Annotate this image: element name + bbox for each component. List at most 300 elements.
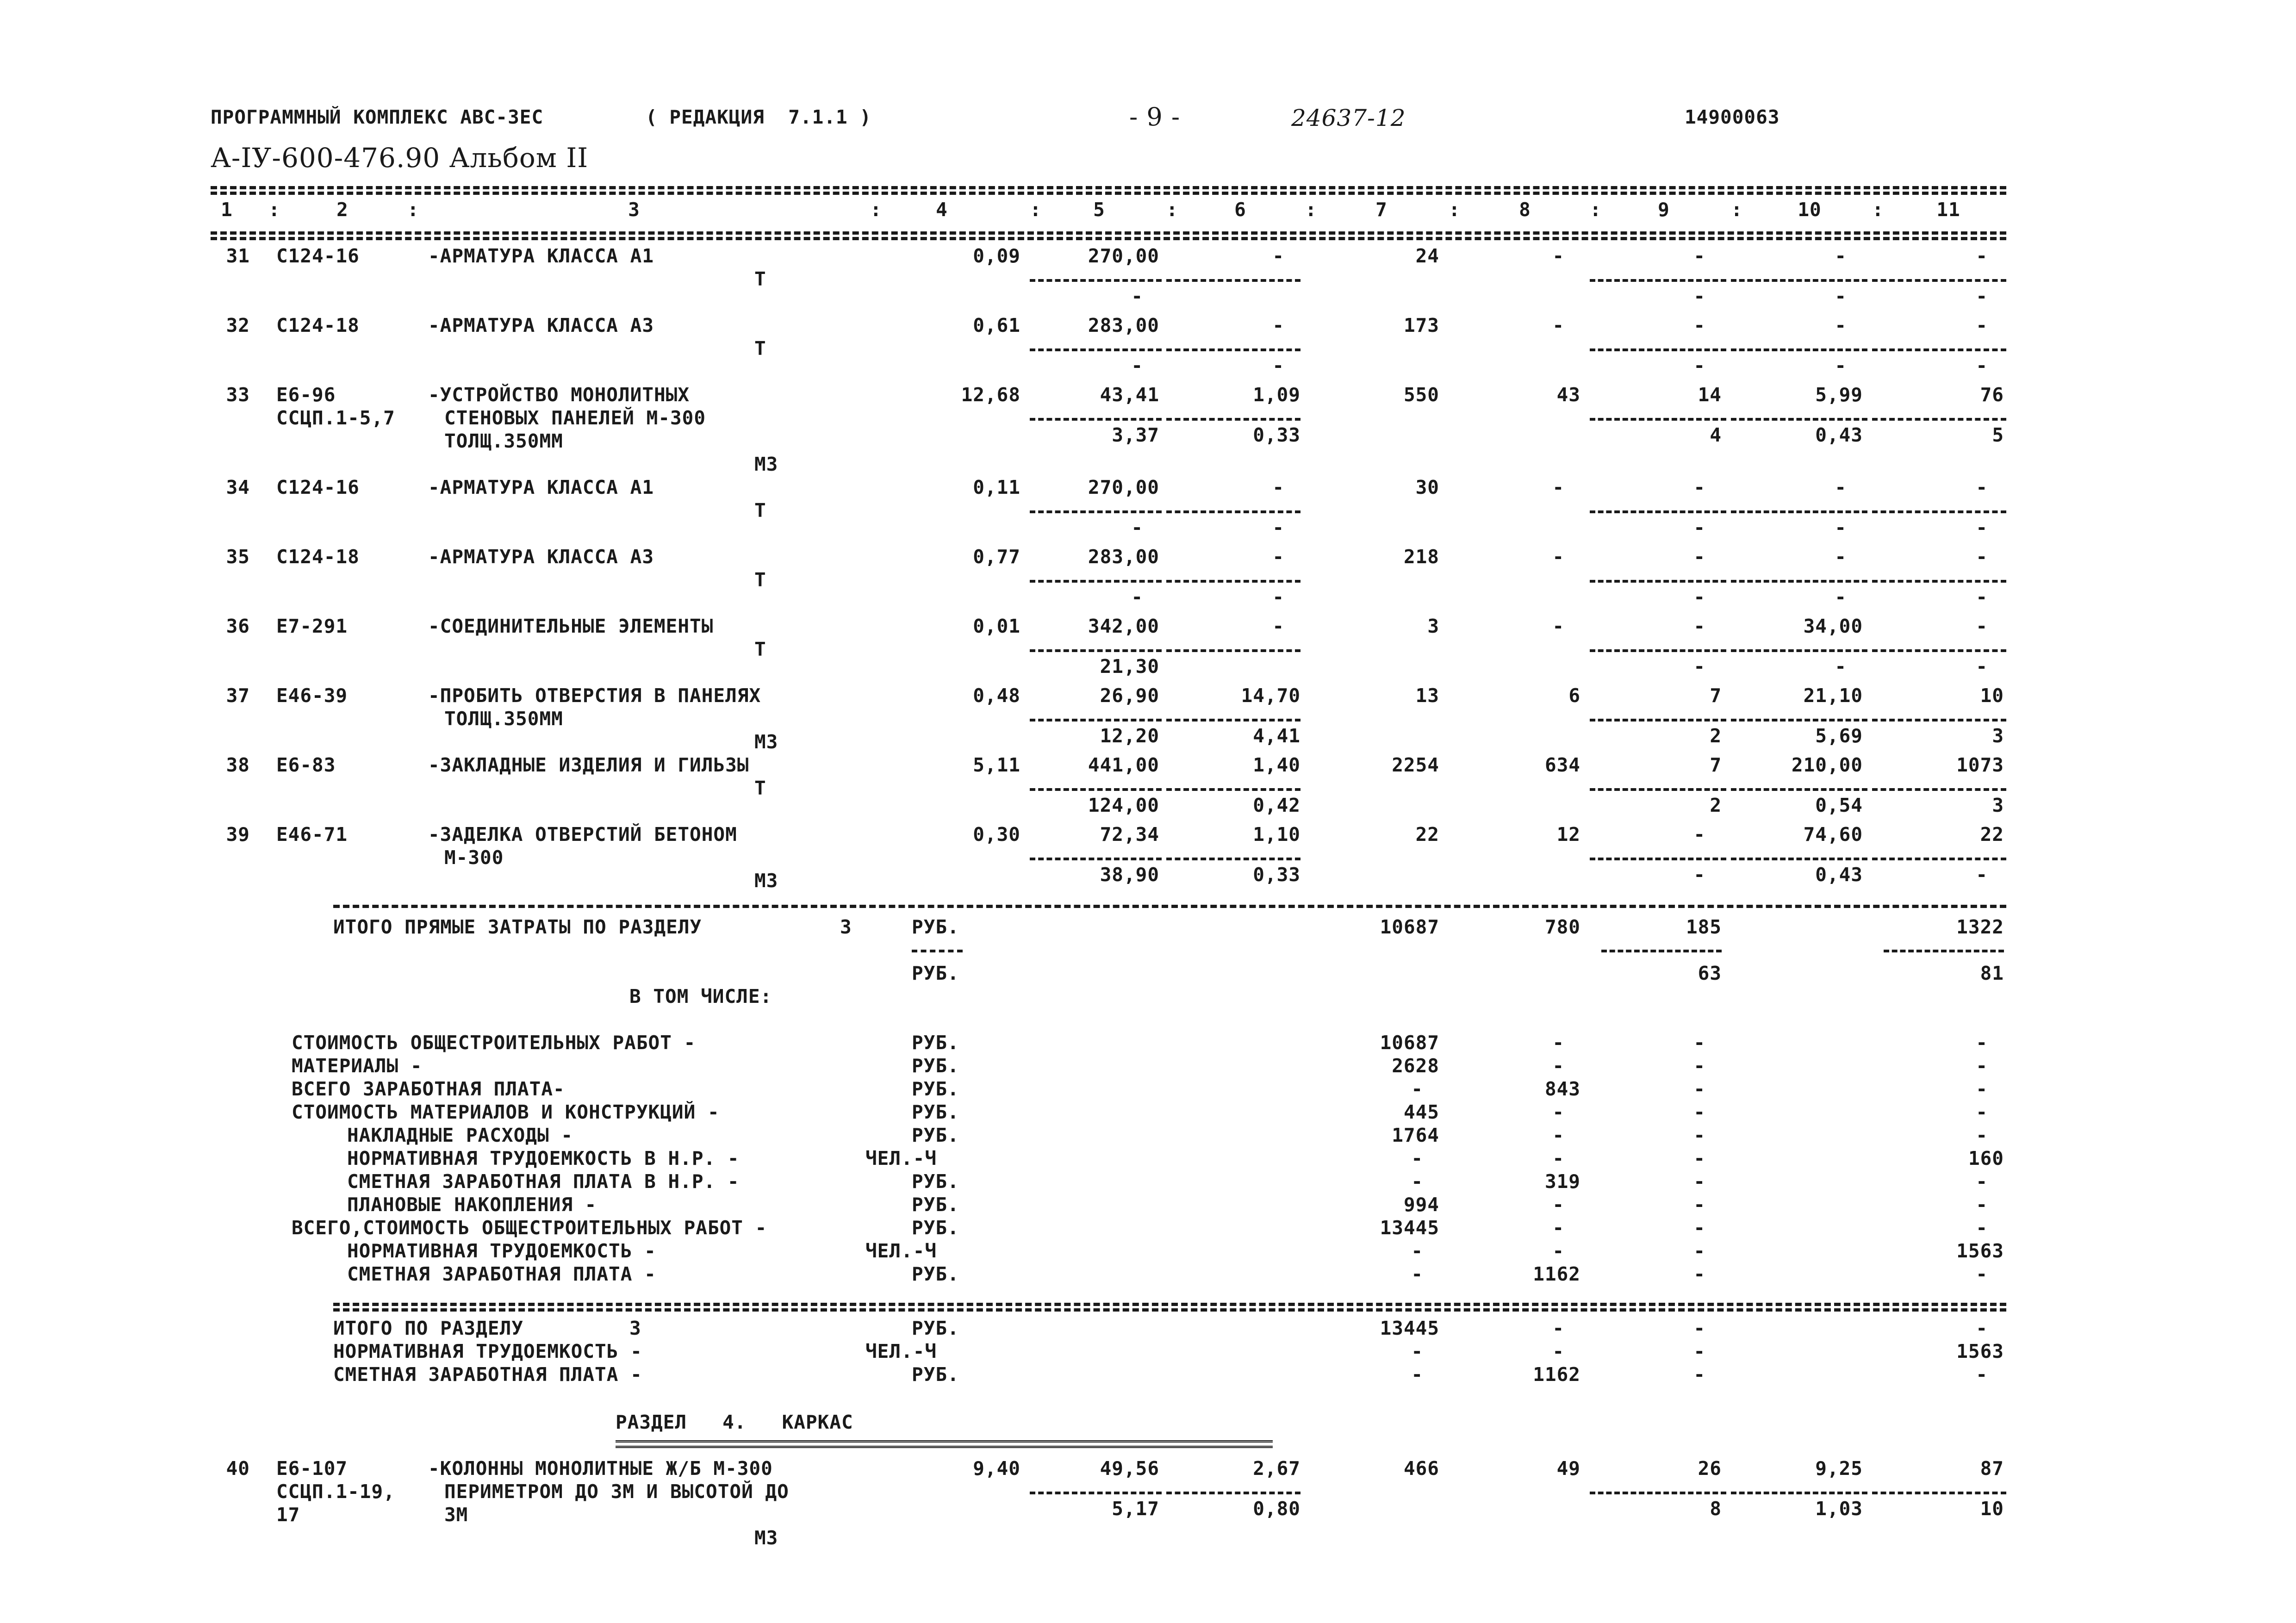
header-rule-bottom-2 bbox=[211, 237, 2006, 240]
work-description-cont: ТОЛЩ.350ММ bbox=[444, 430, 563, 452]
section-total-c9: - bbox=[1693, 1340, 1705, 1362]
column-separator: : bbox=[1731, 199, 1743, 221]
summary-label: СМЕТНАЯ ЗАРАБОТНАЯ ПЛАТА В Н.Р. - bbox=[347, 1170, 740, 1193]
cell-divider bbox=[1030, 719, 1162, 721]
summary-label: СТОИМОСТЬ ОБЩЕСТРОИТЕЛЬНЫХ РАБОТ - bbox=[292, 1032, 696, 1054]
section-rule bbox=[333, 1303, 2006, 1306]
cell-c5b: - bbox=[1131, 285, 1143, 307]
cell-c5: 283,00 bbox=[1088, 546, 1159, 568]
cell-c8: 634 bbox=[1544, 754, 1580, 776]
cell-c5b: 124,00 bbox=[1088, 794, 1159, 816]
summary-c9: - bbox=[1693, 1078, 1705, 1100]
cell-divider bbox=[1166, 788, 1300, 791]
norm-code: Е6-83 bbox=[276, 754, 336, 776]
cell-c10b: 5,69 bbox=[1815, 725, 1863, 747]
summary-c9: - bbox=[1693, 1032, 1705, 1054]
work-description: -АРМАТУРА КЛАССА А3 bbox=[428, 546, 654, 568]
cell-divider bbox=[1731, 788, 1867, 791]
cell-divider bbox=[1166, 858, 1300, 860]
section-total-c11: 1563 bbox=[1956, 1340, 2004, 1362]
summary-unit: РУБ. bbox=[912, 1078, 959, 1100]
cell-c10: - bbox=[1835, 546, 1847, 568]
summary-c7: 994 bbox=[1403, 1194, 1439, 1216]
summary-c11: 1563 bbox=[1956, 1240, 2004, 1262]
cell-c6: - bbox=[1272, 615, 1284, 637]
cell-c6: - bbox=[1272, 476, 1284, 498]
summary-c11: - bbox=[1976, 1078, 1988, 1100]
cell-c9: - bbox=[1693, 546, 1705, 568]
cell-divider bbox=[1030, 510, 1162, 513]
summary-unit: РУБ. bbox=[912, 1032, 959, 1054]
cell-divider bbox=[1731, 418, 1867, 421]
summary-c7: - bbox=[1411, 1240, 1423, 1262]
cell-c6b: - bbox=[1272, 516, 1284, 539]
cell-c9: - bbox=[1693, 245, 1705, 267]
column-header-6: 6 bbox=[1234, 199, 1246, 221]
handwritten-number: 24637-12 bbox=[1291, 105, 1406, 131]
summary-c8: - bbox=[1552, 1032, 1564, 1054]
cell-c8: 49 bbox=[1556, 1457, 1580, 1480]
cell-c9: - bbox=[1693, 615, 1705, 637]
summary-label: НОРМАТИВНАЯ ТРУДОЕМКОСТЬ В Н.Р. - bbox=[347, 1147, 740, 1169]
column-header-10: 10 bbox=[1798, 199, 1822, 221]
summary-c7: - bbox=[1411, 1147, 1423, 1169]
work-description-cont: СТЕНОВЫХ ПАНЕЛЕЙ М-300 bbox=[444, 407, 706, 429]
cell-c4: 0,48 bbox=[973, 684, 1020, 707]
cell-divider bbox=[1872, 348, 2006, 351]
column-separator: : bbox=[1305, 199, 1317, 221]
summary-label: НОРМАТИВНАЯ ТРУДОЕМКОСТЬ - bbox=[347, 1240, 656, 1262]
cell-divider bbox=[1166, 348, 1300, 351]
cell-c10: - bbox=[1835, 314, 1847, 336]
summary-c11: - bbox=[1976, 1124, 1988, 1146]
cell-c5: 270,00 bbox=[1088, 245, 1159, 267]
summary-c8: - bbox=[1552, 1194, 1564, 1216]
total-direct-label: ИТОГО ПРЯМЫЕ ЗАТРАТЫ ПО РАЗДЕЛУ bbox=[333, 916, 702, 938]
row-number: 39 bbox=[226, 823, 250, 846]
cell-divider bbox=[1872, 649, 2006, 652]
cell-c9b: 2 bbox=[1710, 725, 1722, 747]
cell-c7: 24 bbox=[1415, 245, 1439, 267]
album-title: А-IУ-600-476.90 Альбом II bbox=[211, 142, 589, 174]
cell-divider bbox=[1590, 858, 1726, 860]
cell-c10b: 0,43 bbox=[1815, 864, 1863, 886]
cell-c6: - bbox=[1272, 314, 1284, 336]
cell-divider bbox=[1030, 348, 1162, 351]
cell-c4: 0,61 bbox=[973, 314, 1020, 336]
section-heading: РАЗДЕЛ 4. КАРКАС bbox=[616, 1411, 853, 1433]
summary-label: СМЕТНАЯ ЗАРАБОТНАЯ ПЛАТА - bbox=[347, 1263, 656, 1285]
cell-divider bbox=[1884, 950, 2004, 952]
summary-unit: ЧЕЛ.-Ч bbox=[865, 1240, 937, 1262]
summary-c9: - bbox=[1693, 1101, 1705, 1123]
norm-code-cont: ССЦП.1-19, bbox=[276, 1480, 395, 1503]
cell-c11: 10 bbox=[1980, 684, 2004, 707]
work-description-cont: М-300 bbox=[444, 846, 504, 869]
cell-divider bbox=[1872, 719, 2006, 721]
total-direct-c11: 1322 bbox=[1956, 916, 2004, 938]
cell-divider bbox=[1590, 348, 1726, 351]
cell-c10: - bbox=[1835, 476, 1847, 498]
total-direct-c9: 185 bbox=[1686, 916, 1722, 938]
cell-c11b: - bbox=[1976, 864, 1988, 886]
norm-code: Е46-39 bbox=[276, 684, 348, 707]
cell-c11: 1073 bbox=[1956, 754, 2004, 776]
unit-of-measure: М3 bbox=[754, 870, 778, 892]
work-description: -КОЛОННЫ МОНОЛИТНЫЕ Ж/Б М-300 bbox=[428, 1457, 773, 1480]
cell-c9b: - bbox=[1693, 354, 1705, 377]
summary-c7: - bbox=[1411, 1263, 1423, 1285]
summary-c9: - bbox=[1693, 1170, 1705, 1193]
cell-divider bbox=[1872, 418, 2006, 421]
cell-divider bbox=[1166, 279, 1300, 282]
section-total-c9: - bbox=[1693, 1363, 1705, 1386]
cell-divider bbox=[1872, 279, 2006, 282]
cell-divider bbox=[1166, 1492, 1300, 1494]
work-description: -УСТРОЙСТВО МОНОЛИТНЫХ bbox=[428, 384, 690, 406]
norm-code: Е46-71 bbox=[276, 823, 348, 846]
cell-c6: - bbox=[1272, 245, 1284, 267]
work-description: -ЗАКЛАДНЫЕ ИЗДЕЛИЯ И ГИЛЬЗЫ bbox=[428, 754, 749, 776]
summary-unit: РУБ. bbox=[912, 1170, 959, 1193]
section-total-unit: ЧЕЛ.-Ч bbox=[865, 1340, 937, 1362]
work-description: -ПРОБИТЬ ОТВЕРСТИЯ В ПАНЕЛЯХ bbox=[428, 684, 761, 707]
column-separator: : bbox=[870, 199, 882, 221]
cell-divider bbox=[1166, 418, 1300, 421]
cell-divider bbox=[1731, 858, 1867, 860]
summary-c8: - bbox=[1552, 1124, 1564, 1146]
summary-c8: - bbox=[1552, 1055, 1564, 1077]
column-header-2: 2 bbox=[336, 199, 348, 221]
cell-c11: 22 bbox=[1980, 823, 2004, 846]
cell-c8: - bbox=[1552, 314, 1564, 336]
column-separator: : bbox=[268, 199, 280, 221]
cell-c6b: - bbox=[1272, 586, 1284, 608]
cell-c11b: - bbox=[1976, 516, 1988, 539]
summary-label: ВСЕГО ЗАРАБОТНАЯ ПЛАТА- bbox=[292, 1078, 565, 1100]
cell-c5: 43,41 bbox=[1100, 384, 1159, 406]
cell-divider bbox=[1166, 649, 1300, 652]
row-number: 33 bbox=[226, 384, 250, 406]
summary-c7: - bbox=[1411, 1170, 1423, 1193]
cell-divider bbox=[1590, 510, 1726, 513]
cell-divider bbox=[1731, 348, 1867, 351]
cell-c6b: 0,33 bbox=[1253, 424, 1300, 446]
cell-c10: 5,99 bbox=[1815, 384, 1863, 406]
column-header-5: 5 bbox=[1093, 199, 1105, 221]
cell-c6: 14,70 bbox=[1241, 684, 1300, 707]
cell-c9b: - bbox=[1693, 586, 1705, 608]
cell-c5: 49,56 bbox=[1100, 1457, 1159, 1480]
cell-c7: 22 bbox=[1415, 823, 1439, 846]
cell-c10b: - bbox=[1835, 354, 1847, 377]
section-total-unit: РУБ. bbox=[912, 1317, 959, 1339]
unit-of-measure: М3 bbox=[754, 1527, 778, 1549]
section-total-unit: РУБ. bbox=[912, 1363, 959, 1386]
cell-c9b: - bbox=[1693, 516, 1705, 539]
summary-c11: - bbox=[1976, 1170, 1988, 1193]
summary-unit: РУБ. bbox=[912, 1124, 959, 1146]
summary-c8: 1162 bbox=[1533, 1263, 1580, 1285]
summary-c8: - bbox=[1552, 1147, 1564, 1169]
cell-c8: 6 bbox=[1568, 684, 1580, 707]
cell-c9: - bbox=[1693, 476, 1705, 498]
cell-c8: 43 bbox=[1556, 384, 1580, 406]
norm-code: С124-18 bbox=[276, 546, 360, 568]
work-description: -СОЕДИНИТЕЛЬНЫЕ ЭЛЕМЕНТЫ bbox=[428, 615, 714, 637]
summary-label: МАТЕРИАЛЫ - bbox=[292, 1055, 423, 1077]
summary-c9: - bbox=[1693, 1055, 1705, 1077]
summary-c8: - bbox=[1552, 1240, 1564, 1262]
cell-c7: 3 bbox=[1427, 615, 1439, 637]
section-total-c11: - bbox=[1976, 1363, 1988, 1386]
total-direct-c8: 780 bbox=[1544, 916, 1580, 938]
cell-c4: 5,11 bbox=[973, 754, 1020, 776]
section-heading-underline bbox=[616, 1440, 1273, 1443]
norm-code-cont: ССЦП.1-5,7 bbox=[276, 407, 395, 429]
work-description-cont: ТОЛЩ.350ММ bbox=[444, 708, 563, 730]
cell-c5b: - bbox=[1131, 586, 1143, 608]
cell-divider bbox=[1731, 1492, 1867, 1494]
summary-c9: - bbox=[1693, 1194, 1705, 1216]
section-total-c9: - bbox=[1693, 1317, 1705, 1339]
section-total-c7: - bbox=[1411, 1340, 1423, 1362]
unit-of-measure: Т bbox=[754, 569, 766, 591]
norm-code: С124-18 bbox=[276, 314, 360, 336]
norm-code: С124-16 bbox=[276, 476, 360, 498]
cell-c11b: - bbox=[1976, 586, 1988, 608]
cell-divider bbox=[1590, 580, 1726, 583]
cell-c10: 210,00 bbox=[1791, 754, 1863, 776]
cell-c10b: 0,54 bbox=[1815, 794, 1863, 816]
summary-c8: 319 bbox=[1544, 1170, 1580, 1193]
column-separator: : bbox=[407, 199, 419, 221]
unit-of-measure: Т bbox=[754, 499, 766, 522]
cell-c10b: 0,43 bbox=[1815, 424, 1863, 446]
cell-c6b: 4,41 bbox=[1253, 725, 1300, 747]
cell-c9b: - bbox=[1693, 285, 1705, 307]
header-rule-top bbox=[211, 186, 2006, 189]
cell-c9: 7 bbox=[1710, 754, 1722, 776]
work-description-cont: ПЕРИМЕТРОМ ДО 3М И ВЫСОТОЙ ДО bbox=[444, 1480, 789, 1503]
cell-divider bbox=[1590, 719, 1726, 721]
row-number: 36 bbox=[226, 615, 250, 637]
cell-c11: - bbox=[1976, 314, 1988, 336]
cell-c6: 2,67 bbox=[1253, 1457, 1300, 1480]
total-direct-c11b: 81 bbox=[1980, 962, 2004, 984]
cell-c6: 1,10 bbox=[1253, 823, 1300, 846]
unit-of-measure: Т bbox=[754, 268, 766, 290]
cell-divider bbox=[912, 950, 963, 952]
cell-c7: 173 bbox=[1403, 314, 1439, 336]
unit-of-measure: Т bbox=[754, 777, 766, 799]
cell-c8: - bbox=[1552, 476, 1564, 498]
cell-c10: 9,25 bbox=[1815, 1457, 1863, 1480]
cell-divider bbox=[1872, 510, 2006, 513]
summary-unit: ЧЕЛ.-Ч bbox=[865, 1147, 937, 1169]
section-total-c7: 13445 bbox=[1380, 1317, 1439, 1339]
cell-c9: - bbox=[1693, 314, 1705, 336]
summary-c7: 445 bbox=[1403, 1101, 1439, 1123]
column-separator: : bbox=[1872, 199, 1884, 221]
cell-c4: 0,30 bbox=[973, 823, 1020, 846]
work-description: -АРМАТУРА КЛАССА А3 bbox=[428, 314, 654, 336]
cell-c9: 26 bbox=[1698, 1457, 1722, 1480]
cell-divider bbox=[1166, 510, 1300, 513]
total-direct-unit: РУБ. bbox=[912, 916, 959, 938]
cell-divider bbox=[1872, 858, 2006, 860]
header-rule-bottom bbox=[211, 231, 2006, 235]
summary-c7: - bbox=[1411, 1078, 1423, 1100]
cell-divider bbox=[1590, 279, 1726, 282]
column-header-8: 8 bbox=[1519, 199, 1531, 221]
cell-c10b: - bbox=[1835, 655, 1847, 678]
summary-unit: РУБ. bbox=[912, 1101, 959, 1123]
cell-c5: 72,34 bbox=[1100, 823, 1159, 846]
cell-c11b: - bbox=[1976, 655, 1988, 678]
cell-c11: 87 bbox=[1980, 1457, 2004, 1480]
summary-c11: - bbox=[1976, 1032, 1988, 1054]
row-number: 38 bbox=[226, 754, 250, 776]
cell-c6b: 0,42 bbox=[1253, 794, 1300, 816]
summary-unit: РУБ. bbox=[912, 1194, 959, 1216]
cell-c5b: 5,17 bbox=[1112, 1498, 1159, 1520]
cell-divider bbox=[1590, 649, 1726, 652]
cell-c4: 12,68 bbox=[961, 384, 1020, 406]
cell-divider bbox=[1601, 950, 1722, 952]
column-separator: : bbox=[1166, 199, 1178, 221]
section-rule bbox=[333, 905, 2006, 908]
summary-c9: - bbox=[1693, 1263, 1705, 1285]
section-total-label: НОРМАТИВНАЯ ТРУДОЕМКОСТЬ - bbox=[333, 1340, 642, 1362]
section-total-c8: - bbox=[1552, 1317, 1564, 1339]
summary-c7: 13445 bbox=[1380, 1217, 1439, 1239]
cell-c8: 12 bbox=[1556, 823, 1580, 846]
cell-c10: 34,00 bbox=[1803, 615, 1863, 637]
row-number: 40 bbox=[226, 1457, 250, 1480]
cell-divider bbox=[1166, 719, 1300, 721]
cell-divider bbox=[1030, 858, 1162, 860]
cell-c6b: 0,33 bbox=[1253, 864, 1300, 886]
cell-c11: - bbox=[1976, 615, 1988, 637]
cell-c11b: 5 bbox=[1992, 424, 2004, 446]
summary-c9: - bbox=[1693, 1147, 1705, 1169]
cell-c11b: - bbox=[1976, 285, 1988, 307]
cell-c11: - bbox=[1976, 476, 1988, 498]
cell-divider bbox=[1166, 580, 1300, 583]
cell-c4: 0,09 bbox=[973, 245, 1020, 267]
summary-c11: - bbox=[1976, 1194, 1988, 1216]
cell-c11b: - bbox=[1976, 354, 1988, 377]
cell-c6b: 0,80 bbox=[1253, 1498, 1300, 1520]
total-direct-c7: 10687 bbox=[1380, 916, 1439, 938]
cell-c10b: 1,03 bbox=[1815, 1498, 1863, 1520]
summary-c9: - bbox=[1693, 1217, 1705, 1239]
column-separator: : bbox=[1590, 199, 1602, 221]
cell-c6: 1,09 bbox=[1253, 384, 1300, 406]
column-header-9: 9 bbox=[1658, 199, 1670, 221]
cell-divider bbox=[1030, 649, 1162, 652]
cell-c4: 0,77 bbox=[973, 546, 1020, 568]
cell-c10b: - bbox=[1835, 285, 1847, 307]
cell-divider bbox=[1872, 788, 2006, 791]
cell-c11b: 3 bbox=[1992, 725, 2004, 747]
unit-of-measure: Т bbox=[754, 638, 766, 660]
cell-c8: - bbox=[1552, 615, 1564, 637]
unit-of-measure: Т bbox=[754, 337, 766, 360]
cell-c7: 13 bbox=[1415, 684, 1439, 707]
summary-c8: 843 bbox=[1544, 1078, 1580, 1100]
document-code: 14900063 bbox=[1685, 106, 1780, 128]
section-total-c11: - bbox=[1976, 1317, 1988, 1339]
total-direct-unit2: РУБ. bbox=[912, 962, 959, 984]
cell-c7: 218 bbox=[1403, 546, 1439, 568]
cell-c9: - bbox=[1693, 823, 1705, 846]
program-title: ПРОГРАММНЫЙ КОМПЛЕКС АВС-3ЕС bbox=[211, 106, 544, 128]
cell-c10: 21,10 bbox=[1803, 684, 1863, 707]
cell-c5: 26,90 bbox=[1100, 684, 1159, 707]
column-separator: : bbox=[1030, 199, 1042, 221]
work-description-cont: 3М bbox=[444, 1504, 468, 1526]
column-header-4: 4 bbox=[936, 199, 948, 221]
cell-divider bbox=[1590, 788, 1726, 791]
summary-c7: 1764 bbox=[1392, 1124, 1439, 1146]
cell-c5b: 3,37 bbox=[1112, 424, 1159, 446]
total-direct-c9b: 63 bbox=[1698, 962, 1722, 984]
summary-c11: - bbox=[1976, 1101, 1988, 1123]
row-number: 35 bbox=[226, 546, 250, 568]
summary-label: ПЛАНОВЫЕ НАКОПЛЕНИЯ - bbox=[347, 1194, 597, 1216]
cell-c11: - bbox=[1976, 245, 1988, 267]
cell-c9b: 2 bbox=[1710, 794, 1722, 816]
section-total-c8: 1162 bbox=[1533, 1363, 1580, 1386]
summary-label: НАКЛАДНЫЕ РАСХОДЫ - bbox=[347, 1124, 573, 1146]
row-number: 32 bbox=[226, 314, 250, 336]
row-number: 37 bbox=[226, 684, 250, 707]
summary-label: СТОИМОСТЬ МАТЕРИАЛОВ И КОНСТРУКЦИЙ - bbox=[292, 1101, 720, 1123]
work-description: -ЗАДЕЛКА ОТВЕРСТИЙ БЕТОНОМ bbox=[428, 823, 737, 846]
cell-c9b: - bbox=[1693, 864, 1705, 886]
column-header-7: 7 bbox=[1375, 199, 1388, 221]
cell-c5b: 38,90 bbox=[1100, 864, 1159, 886]
cell-c9: 7 bbox=[1710, 684, 1722, 707]
summary-c8: - bbox=[1552, 1101, 1564, 1123]
cell-divider bbox=[1030, 580, 1162, 583]
column-separator: : bbox=[1449, 199, 1461, 221]
cell-c5: 342,00 bbox=[1088, 615, 1159, 637]
cell-divider bbox=[1590, 1492, 1726, 1494]
cell-divider bbox=[1731, 649, 1867, 652]
cell-c4: 0,11 bbox=[973, 476, 1020, 498]
summary-c9: - bbox=[1693, 1124, 1705, 1146]
column-header-3: 3 bbox=[628, 199, 640, 221]
cell-c6: 1,40 bbox=[1253, 754, 1300, 776]
cell-c5b: - bbox=[1131, 516, 1143, 539]
cell-c7: 2254 bbox=[1392, 754, 1439, 776]
cell-c7: 30 bbox=[1415, 476, 1439, 498]
cell-c7: 550 bbox=[1403, 384, 1439, 406]
cell-divider bbox=[1030, 788, 1162, 791]
section-heading-underline-2 bbox=[616, 1446, 1273, 1448]
cell-c11b: 10 bbox=[1980, 1498, 2004, 1520]
section-total-c8: - bbox=[1552, 1340, 1564, 1362]
cell-c7: 466 bbox=[1403, 1457, 1439, 1480]
total-direct-section: 3 bbox=[840, 916, 852, 938]
section-total-label: ИТОГО ПО РАЗДЕЛУ bbox=[333, 1317, 523, 1339]
cell-c5b: - bbox=[1131, 354, 1143, 377]
section-total-number: 3 bbox=[629, 1317, 641, 1339]
summary-unit: РУБ. bbox=[912, 1263, 959, 1285]
